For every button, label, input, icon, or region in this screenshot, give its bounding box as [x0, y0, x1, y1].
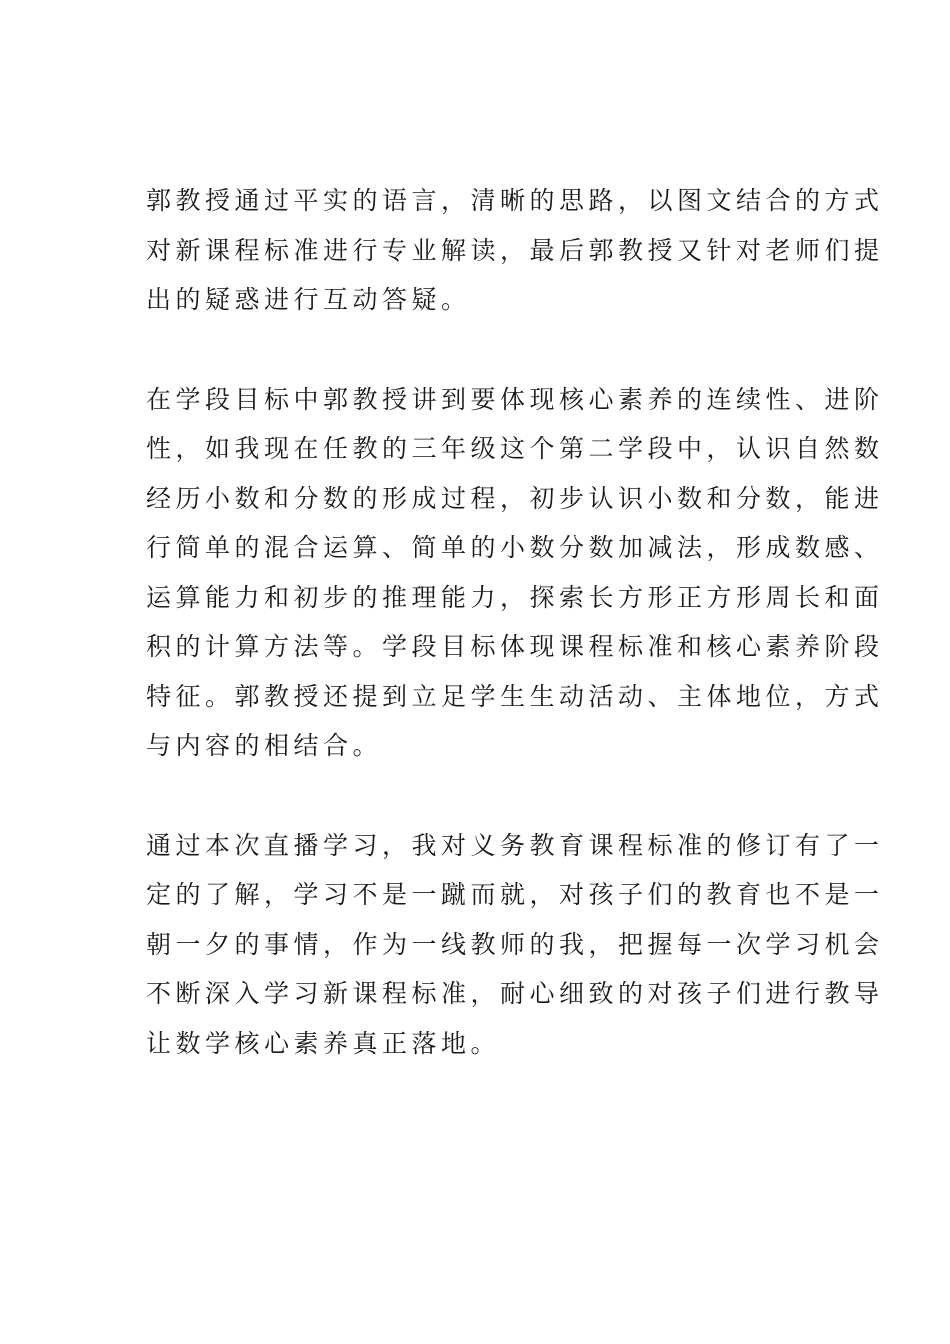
text-line: 不断深入学习新课程标准，耐心细致的对孩子们进行教导	[146, 979, 884, 1008]
text-line: 特征。郭教授还提到立足学生生动活动、主体地位，方式	[146, 681, 884, 711]
text-line: 经历小数和分数的形成过程，初步认识小数和分数，能进	[146, 483, 884, 513]
text-line: 在学段目标中郭教授讲到要体现核心素养的连续性、进阶	[146, 384, 884, 414]
text-line: 朝一夕的事情，作为一线教师的我，把握每一次学习机会	[146, 929, 884, 959]
paragraph-spacer	[146, 771, 806, 821]
text-line: 定的了解，学习不是一蹴而就，对孩子们的教育也不是一	[146, 880, 884, 909]
paragraph-1	[146, 176, 884, 325]
text-line: 行简单的混合运算、简单的小数分数加减法，形成数感、	[146, 533, 884, 562]
text-line: 对新课程标准进行专业解读，最后郭教授又针对老师们提	[146, 235, 884, 265]
text-line: 运算能力和初步的推理能力，探索长方形正方形周长和面	[146, 582, 884, 612]
paragraph-spacer	[146, 325, 806, 375]
text-line: 积的计算方法等。学段目标体现课程标准和核心素养阶段	[146, 632, 884, 661]
paragraph-3	[146, 821, 884, 1069]
text-line: 性，如我现在任教的三年级这个第二学段中，认识自然数	[146, 434, 884, 463]
text-line: 通过本次直播学习，我对义务教育课程标准的修订有了一	[146, 830, 884, 860]
text-line: 与内容的相结合。	[146, 731, 383, 760]
text-line: 出的疑惑进行互动答疑。	[146, 285, 471, 314]
paragraph-2	[146, 375, 884, 771]
document-body	[146, 176, 884, 1068]
text-line: 让数学核心素养真正落地。	[146, 1028, 501, 1058]
text-line: 郭教授通过平实的语言，清晰的思路，以图文结合的方式	[146, 186, 884, 215]
